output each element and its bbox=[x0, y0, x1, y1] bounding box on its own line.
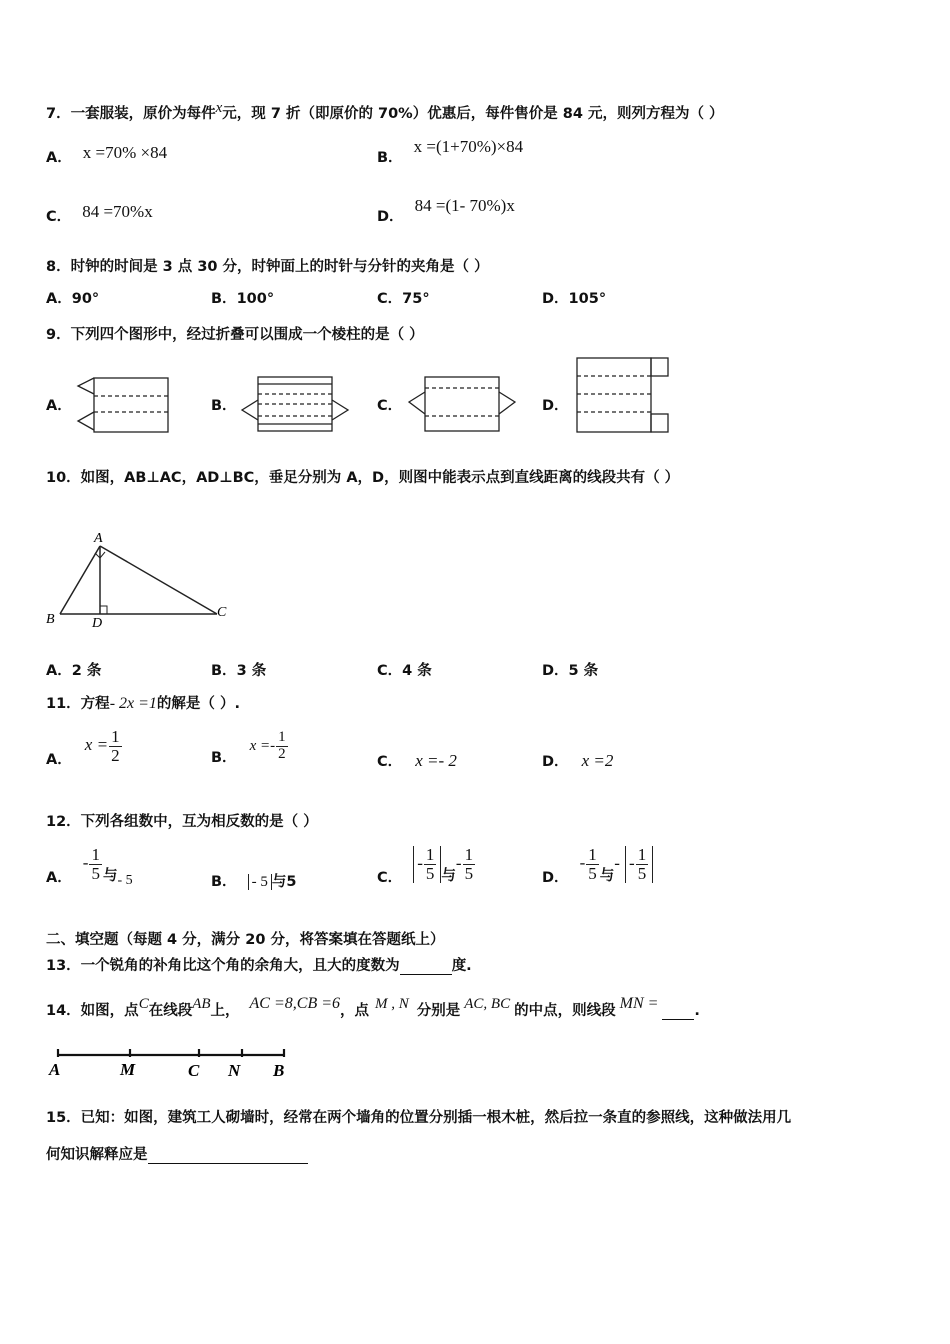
option-label: C． bbox=[46, 209, 72, 225]
q9-net-figure-d[interactable] bbox=[574, 355, 674, 437]
q9-option-a-label[interactable]: A． bbox=[46, 398, 72, 414]
q9-net-figure-c[interactable] bbox=[405, 372, 525, 438]
q13-answer-blank[interactable] bbox=[400, 958, 452, 975]
section-2-heading: 二、填空题（每题 4 分，满分 20 分，将答案填在答题纸上） bbox=[46, 932, 445, 948]
q9-option-d-label[interactable]: D． bbox=[542, 398, 569, 414]
point-label-n: N bbox=[228, 1061, 241, 1080]
q14-stem: 14．如图，点C在线段AB上， AC =8,CB =6，点 M , N 分别是 AC, BC 的中点，则线段 MN = . bbox=[46, 995, 700, 1019]
option-math: 84 =(1- 70%)x bbox=[414, 196, 515, 215]
q15-stem-line2: 何知识解释应是 bbox=[46, 1143, 308, 1164]
q9-option-b-label[interactable]: B． bbox=[211, 398, 237, 414]
q8-option-d[interactable]: D．105° bbox=[542, 291, 607, 307]
vertex-label-d: D bbox=[92, 616, 103, 631]
point-label-c: C bbox=[188, 1061, 200, 1080]
q8-option-a[interactable]: A．90° bbox=[46, 291, 100, 307]
q10-option-b[interactable]: B．3 条 bbox=[211, 663, 267, 679]
q7-option-d[interactable] bbox=[377, 196, 515, 226]
q10-option-d[interactable]: D．5 条 bbox=[542, 663, 599, 679]
q14-answer-blank[interactable] bbox=[662, 1003, 694, 1020]
q7-stem: 7．一套服装，原价为每件x元，现 7 折（即原价的 70%）优惠后，每件售价是 84 元，则列方程为（ ） bbox=[46, 100, 724, 122]
point-label-b: B bbox=[273, 1061, 285, 1080]
option-label: D． bbox=[377, 209, 404, 225]
point-label-m: M bbox=[120, 1060, 136, 1079]
q8-option-c[interactable]: C．75° bbox=[377, 291, 430, 307]
q11-option-a[interactable]: A． x = $\frac{1}{2}$ bbox=[46, 727, 120, 769]
q10-stem: 10．如图，AB⊥AC，AD⊥BC，垂足分别为 A，D，则图中能表示点到直线距离的线段共有（ ） bbox=[46, 470, 680, 486]
q7-option-b[interactable] bbox=[377, 137, 524, 167]
q9-net-figure-a[interactable] bbox=[70, 372, 175, 438]
option-math: 84 =70%x bbox=[82, 202, 153, 221]
q11-option-c[interactable]: C． x =- 2 bbox=[377, 751, 457, 770]
q7-option-c[interactable] bbox=[46, 202, 153, 226]
q12-option-d[interactable]: D． - $\frac{1}{5}$ 与- - $\frac{1}{5}$ bbox=[542, 846, 653, 883]
q10-option-a[interactable]: A．2 条 bbox=[46, 663, 102, 679]
q13-stem: 13．一个锐角的补角比这个角的余角大，且大的度数为 度. bbox=[46, 958, 472, 974]
q10-option-c[interactable]: C．4 条 bbox=[377, 663, 432, 679]
q12-option-b[interactable]: B． - 5 与5 bbox=[211, 874, 297, 890]
q7-option-a[interactable] bbox=[46, 143, 168, 167]
q12-option-c[interactable]: C． - $\frac{1}{5}$ 与- $\frac{1}{5}$ bbox=[377, 845, 474, 887]
q10-triangle-figure bbox=[40, 528, 240, 632]
q9-option-c-label[interactable]: C． bbox=[377, 398, 403, 414]
q9-stem: 9．下列四个图形中，经过折叠可以围成一个棱柱的是（ ） bbox=[46, 327, 424, 343]
q12-stem: 12．下列各组数中，互为相反数的是（ ） bbox=[46, 814, 318, 830]
q15-stem-line1: 15．已知：如图，建筑工人砌墙时，经常在两个墙角的位置分别插一根木桩，然后拉一条直的参照线，这种做法用几 bbox=[46, 1110, 792, 1126]
option-math: x =(1+70%)×84 bbox=[413, 137, 524, 156]
q11-stem: 11．方程- 2x =1的解是（ ）. bbox=[46, 695, 240, 712]
vertex-label-b: B bbox=[46, 612, 55, 627]
point-label-a: A bbox=[49, 1060, 61, 1079]
option-label: B． bbox=[377, 150, 403, 166]
q11-option-b[interactable]: B． x =- $\frac{1}{2}$ bbox=[211, 729, 286, 767]
q12-option-a[interactable]: A． - $\frac{1}{5}$ 与- 5 bbox=[46, 845, 133, 889]
q9-net-figure-b[interactable] bbox=[238, 372, 358, 438]
q11-option-d[interactable]: D． x =2 bbox=[542, 751, 614, 770]
q15-answer-blank[interactable] bbox=[148, 1147, 308, 1164]
option-label: A． bbox=[46, 150, 72, 166]
q14-segment-figure bbox=[46, 1040, 296, 1082]
q8-option-b[interactable]: B．100° bbox=[211, 291, 275, 307]
vertex-label-a: A bbox=[94, 531, 103, 546]
vertex-label-c: C bbox=[217, 605, 227, 620]
q8-stem: 8．时钟的时间是 3 点 30 分，时钟面上的时针与分针的夹角是（ ） bbox=[46, 259, 489, 275]
option-math: x =70% ×84 bbox=[82, 143, 168, 162]
